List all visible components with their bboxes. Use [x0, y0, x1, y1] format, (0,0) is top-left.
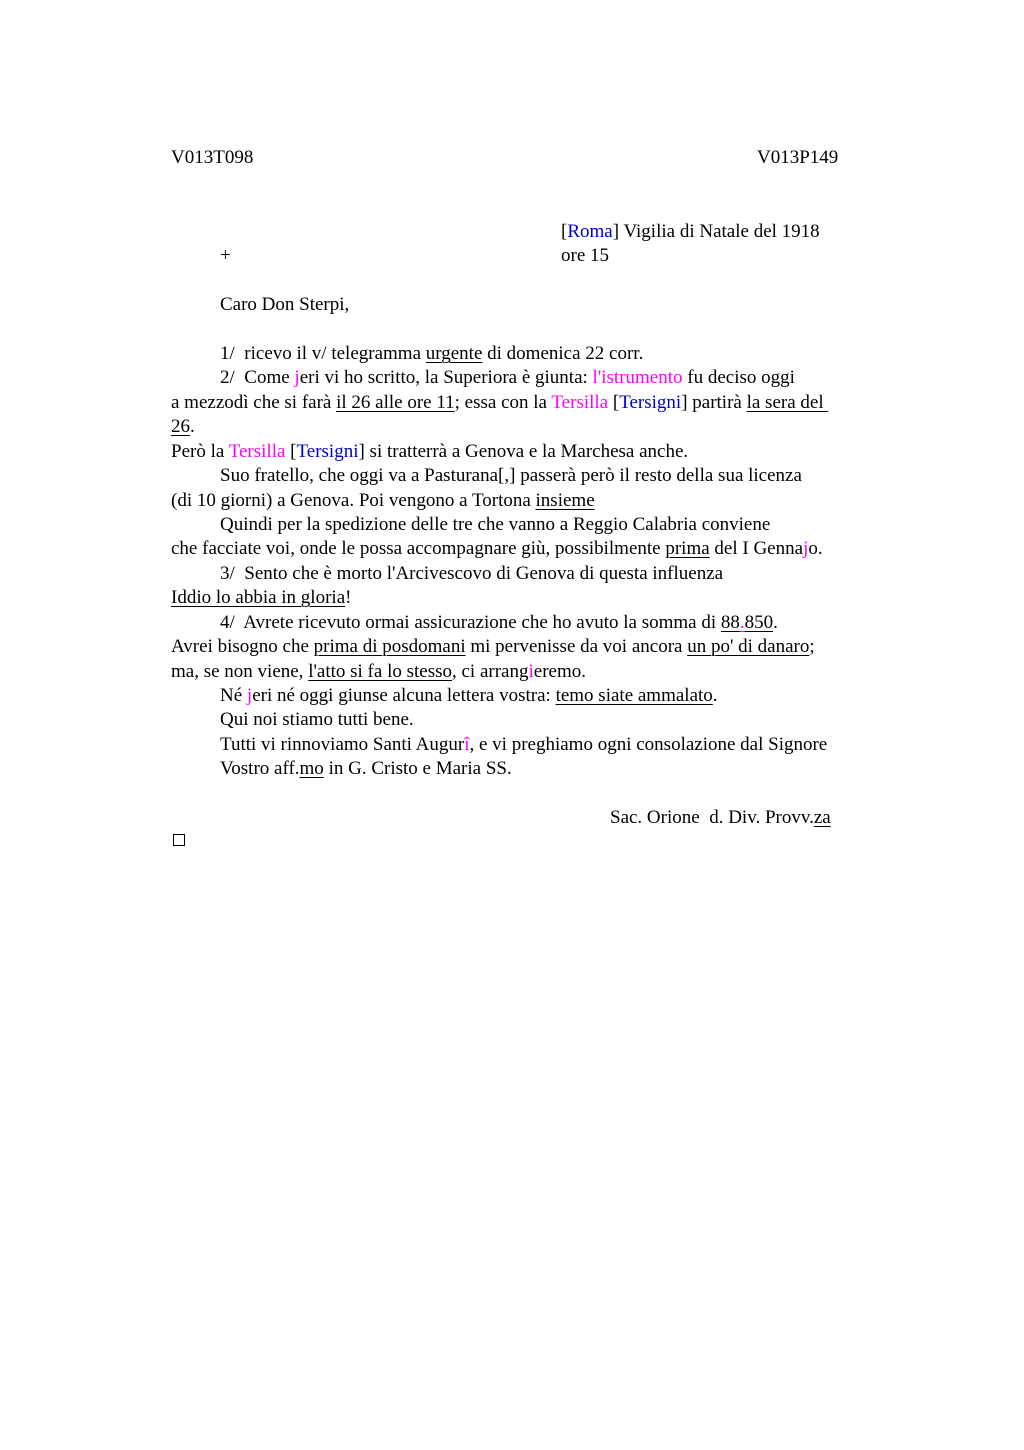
bracket: [ [561, 221, 568, 242]
paragraph-7-cont: Avrei bisogno che prima di posdomani mi pervenisse da voi ancora un po' di danaro; [171, 636, 815, 657]
paragraph-5-cont: che facciate voi, onde le possa accompagnare giù, possibilmente prima del I Gennajo. [171, 538, 823, 559]
paragraph-10: Tutti vi rinnoviamo Santi Augurî, e vi preghiamo ogni consolazione dal Signore [220, 734, 828, 755]
dateline [561, 220, 820, 244]
header-right-code: V013P149 [757, 147, 839, 168]
end-mark-square [173, 834, 185, 846]
salutation: Caro Don Sterpi, [220, 294, 350, 315]
place-name: Roma [567, 221, 613, 242]
paragraph-9: Qui noi stiamo tutti bene. [220, 709, 414, 730]
paragraph-5: Quindi per la spedizione delle tre che vanno a Reggio Calabria conviene [220, 514, 771, 535]
paragraph-8: Né jeri né oggi giunse alcuna lettera vostra: temo siate ammalato. [220, 685, 718, 706]
paragraph-1: 1/ ricevo il v/ telegramma urgente di domenica 22 corr. [220, 343, 644, 364]
paragraph-2-end: 26. [171, 416, 195, 437]
paragraph-3: Però la Tersilla [Tersigni] si tratterrà a Genova e la Marchesa anche. [171, 441, 689, 462]
paragraph-6: 3/ Sento che è morto l'Arcivescovo di Genova di questa influenza [220, 563, 724, 584]
paragraph-4: Suo fratello, che oggi va a Pasturana[,] passerà però il resto della sua licenza [220, 465, 802, 486]
paragraph-7-end: ma, se non viene, l'atto si fa lo stesso, ci arrangieremo. [171, 661, 586, 682]
closing: Vostro aff.mo in G. Cristo e Maria SS. [220, 758, 512, 779]
cross-mark: + [220, 245, 231, 266]
paragraph-2-cont: a mezzodì che si farà il 26 alle ore 11; essa con la Tersilla [Tersigni] partirà la sera del [171, 392, 829, 413]
time-text: ore 15 [561, 245, 610, 266]
paragraph-6-cont: Iddio lo abbia in gloria! [171, 587, 352, 608]
header-left-code: V013T098 [171, 147, 254, 168]
paragraph-2: 2/ Come jeri vi ho scritto, la Superiora è giunta: l'istrumento fu deciso oggi [220, 367, 795, 388]
paragraph-7: 4/ Avrete ricevuto ormai assicurazione che ho avuto la somma di 88.850. [220, 612, 778, 633]
date-text: ] Vigilia di Natale del 1918 [612, 221, 820, 242]
signature: Sac. Orione d. Div. Provv.za [610, 807, 831, 828]
paragraph-4-cont: (di 10 giorni) a Genova. Poi vengono a Tortona insieme [171, 490, 595, 511]
